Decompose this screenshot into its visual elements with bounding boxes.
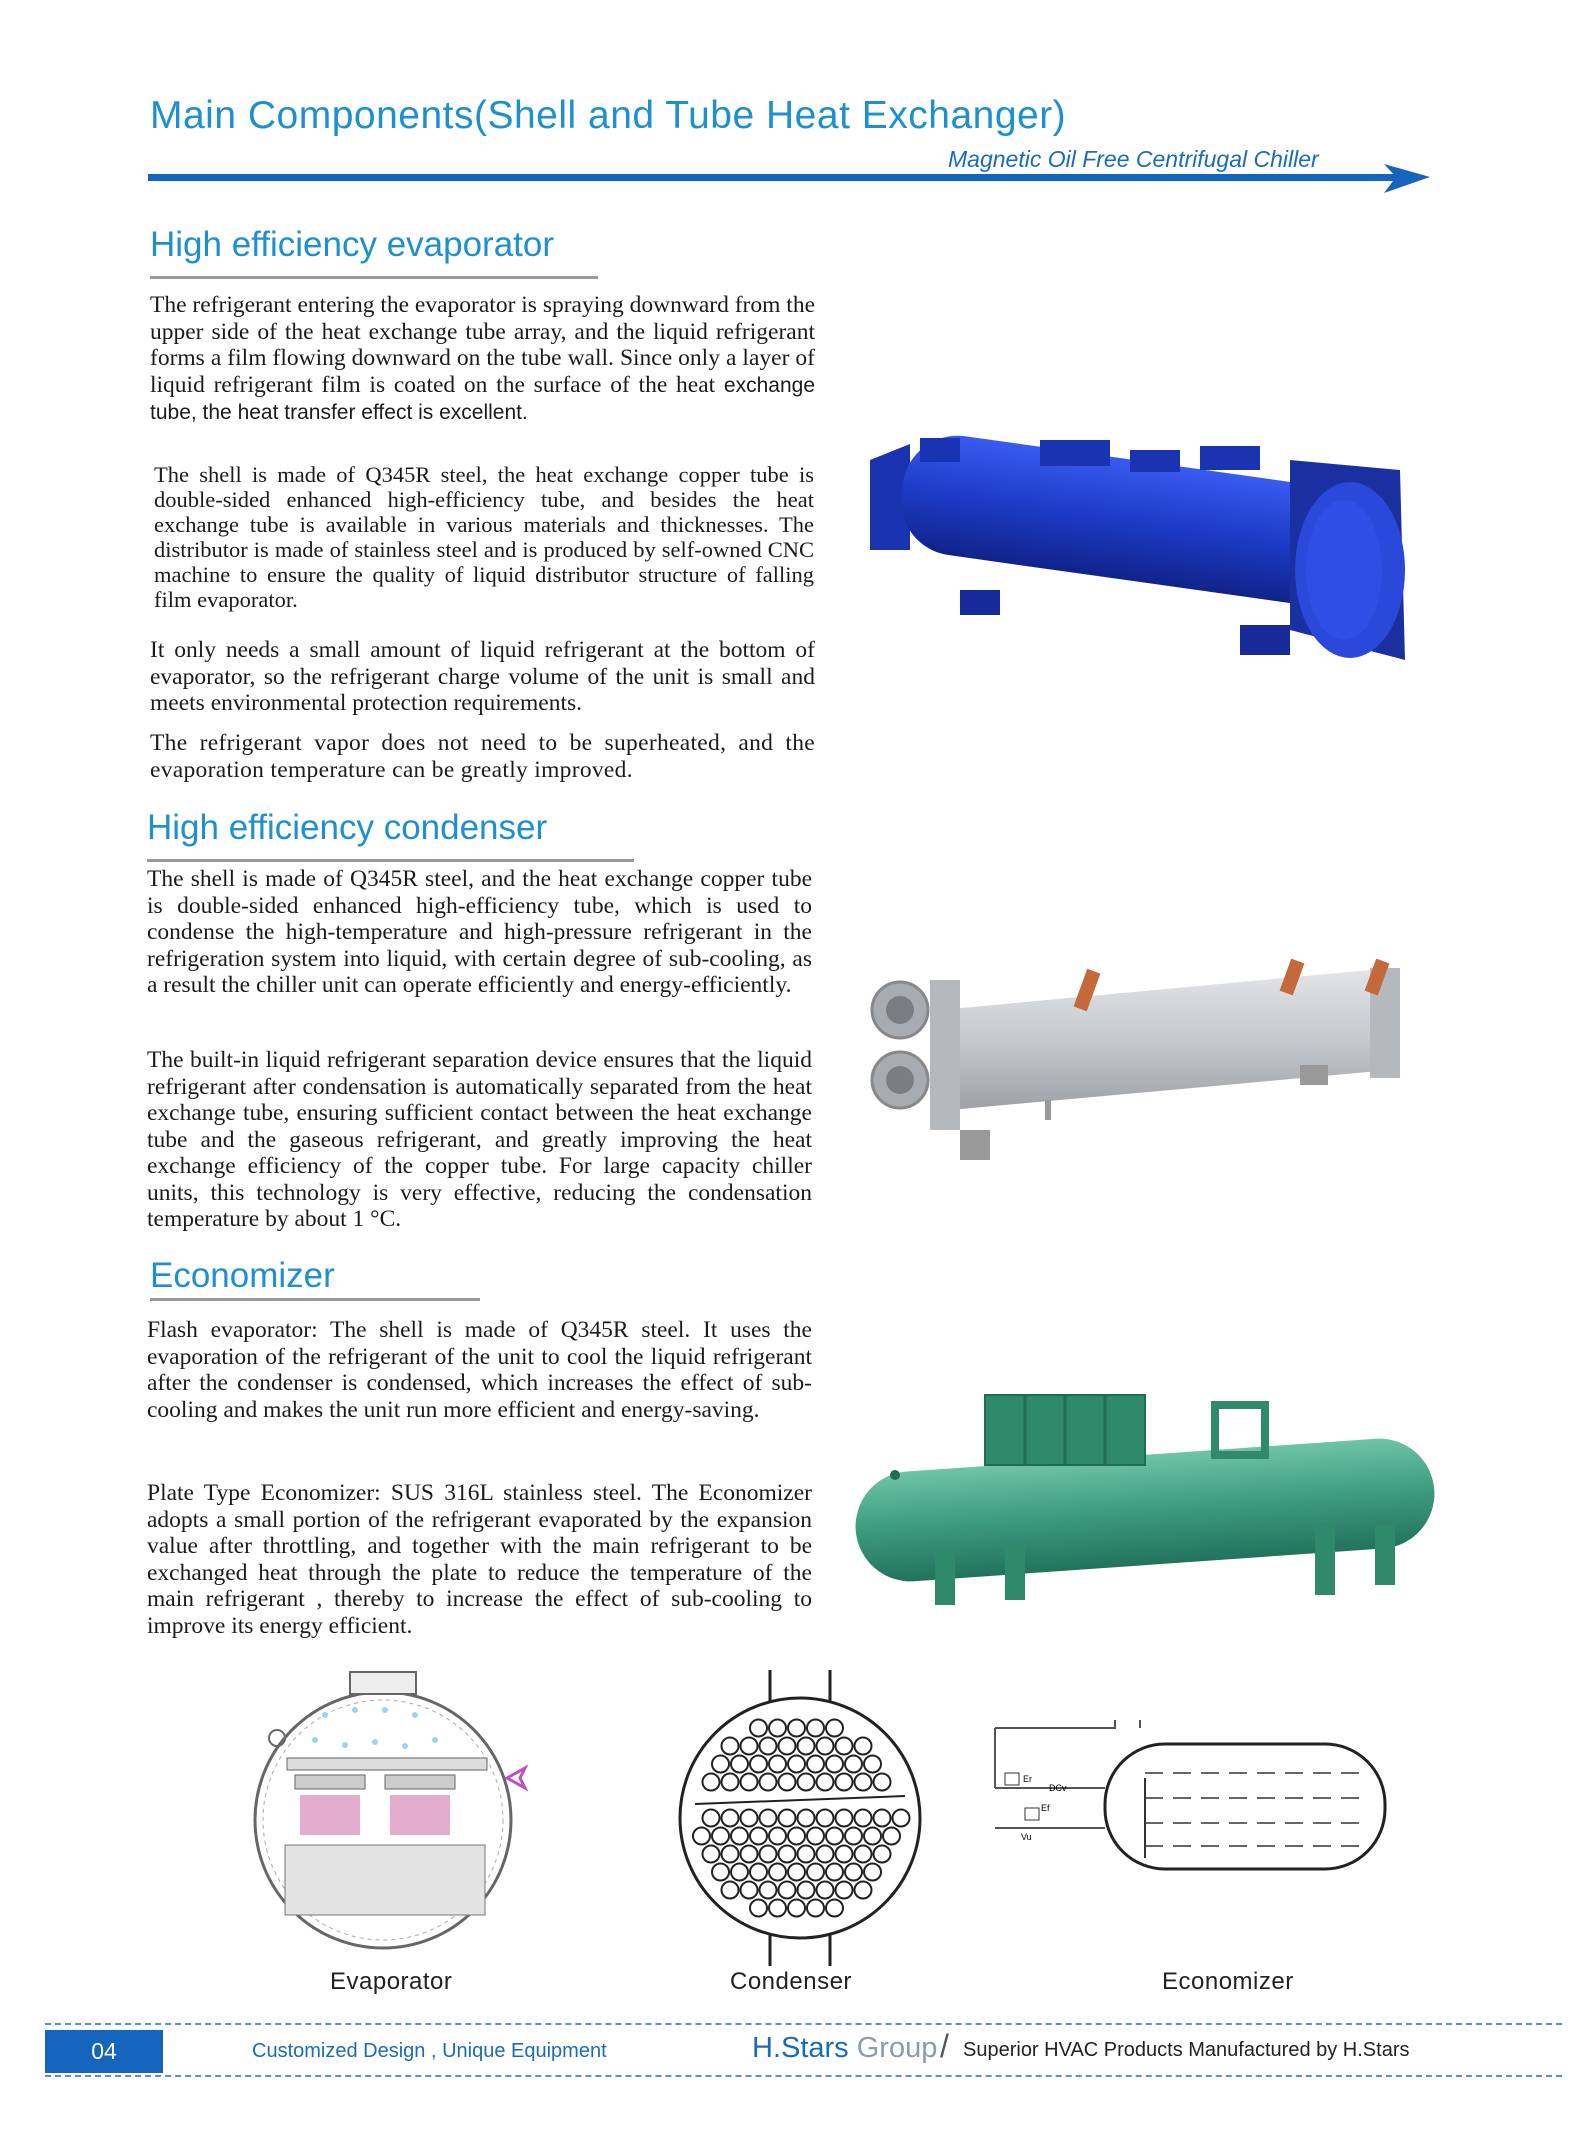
tube-circle [826, 1864, 843, 1881]
tube-circle [760, 1738, 777, 1755]
tube-circle [779, 1810, 796, 1827]
condenser-product-image [870, 950, 1430, 1165]
footer-top-dashes [45, 2023, 1562, 2025]
tube-circle [779, 1738, 796, 1755]
header-arrow-rule [148, 163, 1430, 197]
tube-circle [741, 1774, 758, 1791]
caption-condenser: Condenser [730, 1968, 852, 1995]
tube-circle [807, 1756, 824, 1773]
economizer-paragraph-2: Plate Type Economizer: SUS 316L stainless steel. The Economizer adopts a small portion of the refrigerant evaporated by the expansion value after throttling, and together with the main refrigerant to be exchanged heat through the plate to reduce the temperature of the main refrigerant , thereby to increase the effect of sub-cooling to improve its energy efficient. [147, 1480, 812, 1639]
tube-circle [798, 1738, 815, 1755]
tube-circle [703, 1846, 720, 1863]
evaporator-heading-rule [150, 276, 598, 279]
tube-circle [855, 1846, 872, 1863]
tube-circle [731, 1828, 748, 1845]
tube-circle [760, 1810, 777, 1827]
condenser-heading-rule [147, 859, 634, 862]
evaporator-cross-section-diagram [245, 1670, 535, 1970]
tube-circle [769, 1828, 786, 1845]
tube-circle [760, 1882, 777, 1899]
tube-circle [788, 1756, 805, 1773]
footer-bottom-dashes [45, 2075, 1562, 2077]
tube-circle [817, 1882, 834, 1899]
evaporator-paragraph-1: The refrigerant entering the evaporator is spraying downward from the upper side of the heat exchange tube array, and the liquid refrigerant forms a film flowing downward on the tube wall. Since only a layer of liquid refrigerant film is coated on the surface of the heat exchange tube, the heat transfer effect is excellent. [150, 292, 815, 424]
tube-circle [817, 1774, 834, 1791]
tube-circle [779, 1774, 796, 1791]
brand-group: Group [856, 2032, 938, 2064]
tube-circle [817, 1846, 834, 1863]
tube-circle [712, 1864, 729, 1881]
economizer-schematic-diagram [985, 1718, 1405, 1918]
tube-circle [741, 1882, 758, 1899]
tube-circle [807, 1864, 824, 1881]
tube-circle [817, 1810, 834, 1827]
economizer-paragraph-1: Flash evaporator: The shell is made of Q345R steel. It uses the evaporation of the refrigerant of the unit to cool the liquid refrigerant after the condenser is condensed, which increases the effect of sub-cooling and makes the unit run more efficient and energy-saving. [147, 1317, 812, 1423]
tube-circle [760, 1774, 777, 1791]
tube-circle [855, 1810, 872, 1827]
tube-circle [845, 1828, 862, 1845]
tube-circle [722, 1810, 739, 1827]
page-title: Main Components(Shell and Tube Heat Exchanger) [150, 94, 1067, 137]
footer-slash: / [940, 2028, 949, 2064]
tube-circle [855, 1774, 872, 1791]
tube-circle [750, 1900, 767, 1917]
tube-circle [788, 1864, 805, 1881]
evaporator-paragraph-2: The shell is made of Q345R steel, the heat exchange copper tube is double-sided enhanced high-efficiency tube, and besides the heat exchange tube is available in various materials and thicknesses. The distributor is made of stainless steel and is produced by self-owned CNC machine to ensure the quality of liquid distributor structure of falling film evaporator. [154, 462, 814, 612]
tube-circle [807, 1720, 824, 1737]
tube-circle [741, 1846, 758, 1863]
label-ef: Ef [1041, 1803, 1050, 1813]
economizer-heading: Economizer [150, 1256, 335, 1295]
brand-name: H.Stars [752, 2032, 849, 2064]
tube-circle [893, 1810, 910, 1827]
condenser-paragraph-1: The shell is made of Q345R steel, and the heat exchange copper tube is double-sided enhanced high-efficiency tube, which is used to condense the high-temperature and high-pressure refrigerant in the refrigeration system into liquid, with certain degree of sub-cooling, as a result the chiller unit can operate efficiently and energy-efficiently. [147, 866, 812, 998]
economizer-heading-rule [150, 1298, 480, 1301]
tube-circle [855, 1738, 872, 1755]
tube-circle [712, 1828, 729, 1845]
tube-circle [826, 1900, 843, 1917]
tube-circle [874, 1810, 891, 1827]
tube-circle [798, 1774, 815, 1791]
label-er: Er [1023, 1774, 1032, 1784]
caption-economizer: Economizer [1162, 1968, 1294, 1995]
tube-circle [826, 1828, 843, 1845]
tube-circle [798, 1810, 815, 1827]
footer-brand [752, 2032, 937, 2065]
tube-circle [864, 1864, 881, 1881]
tube-circle [769, 1864, 786, 1881]
condenser-tube-sheet-diagram [665, 1668, 935, 1968]
page-subtitle: Magnetic Oil Free Centrifugal Chiller [948, 146, 1319, 172]
evaporator-heading: High efficiency evaporator [150, 225, 555, 264]
tube-circle [712, 1756, 729, 1773]
tube-circle [779, 1846, 796, 1863]
tube-circle [741, 1738, 758, 1755]
tube-circle [836, 1738, 853, 1755]
tube-circle [826, 1720, 843, 1737]
tube-circle [779, 1882, 796, 1899]
tube-circle [855, 1882, 872, 1899]
tube-circle [722, 1738, 739, 1755]
tube-circle [731, 1756, 748, 1773]
tube-circle [788, 1720, 805, 1737]
tube-circle [836, 1774, 853, 1791]
tube-circle [845, 1756, 862, 1773]
footer-slogan: Superior HVAC Products Manufactured by H.Stars [963, 2039, 1410, 2061]
tube-circle [807, 1828, 824, 1845]
tube-circle [760, 1846, 777, 1863]
tube-circle [798, 1882, 815, 1899]
tube-circle [722, 1774, 739, 1791]
tube-circle [874, 1774, 891, 1791]
tube-circle [807, 1900, 824, 1917]
tube-circle [836, 1882, 853, 1899]
tube-circle [845, 1864, 862, 1881]
tube-circle [874, 1846, 891, 1863]
tube-circle [722, 1846, 739, 1863]
evaporator-paragraph-3: It only needs a small amount of liquid refrigerant at the bottom of evaporator, so the refrigerant charge volume of the unit is small and meets environmental protection requirements. [150, 637, 815, 716]
tube-circle [836, 1810, 853, 1827]
tube-circle [817, 1738, 834, 1755]
tube-circle [864, 1756, 881, 1773]
economizer-product-image [845, 1385, 1445, 1610]
label-dcv: DCv [1049, 1783, 1067, 1793]
evaporator-paragraph-4: The refrigerant vapor does not need to be superheated, and the evaporation temperature can be greatly improved. [150, 730, 815, 783]
tube-circle [826, 1756, 843, 1773]
tube-circle [769, 1720, 786, 1737]
page-number: 04 [45, 2030, 163, 2073]
tube-circle [750, 1720, 767, 1737]
footer-tagline: Customized Design , Unique Equipment [252, 2040, 607, 2062]
evaporator-product-image [860, 430, 1420, 670]
tube-circle [693, 1828, 710, 1845]
tube-circle [722, 1882, 739, 1899]
tube-circle [703, 1774, 720, 1791]
tube-circle [864, 1828, 881, 1845]
tube-circle [769, 1756, 786, 1773]
tube-circle [750, 1828, 767, 1845]
tube-circle [741, 1810, 758, 1827]
tube-circle [788, 1828, 805, 1845]
tube-circle [750, 1864, 767, 1881]
tube-circle [798, 1846, 815, 1863]
tube-circle [788, 1900, 805, 1917]
tube-circle [750, 1756, 767, 1773]
label-vu: Vu [1021, 1832, 1032, 1842]
tube-circle [883, 1828, 900, 1845]
condenser-heading: High efficiency condenser [147, 808, 548, 847]
caption-evaporator: Evaporator [330, 1968, 453, 1995]
tube-circle [769, 1900, 786, 1917]
tube-circle [703, 1810, 720, 1827]
condenser-paragraph-2: The built-in liquid refrigerant separation device ensures that the liquid refrigerant after condensation is automatically separated from the heat exchange tube, ensuring sufficient contact between the heat exchange tube and the gaseous refrigerant, and greatly improving the heat exchange efficiency of the copper tube. For large capacity chiller units, this technology is very effective, reducing the condensation temperature by about 1 °C. [147, 1047, 812, 1232]
tube-circle [836, 1846, 853, 1863]
tube-circle [731, 1864, 748, 1881]
